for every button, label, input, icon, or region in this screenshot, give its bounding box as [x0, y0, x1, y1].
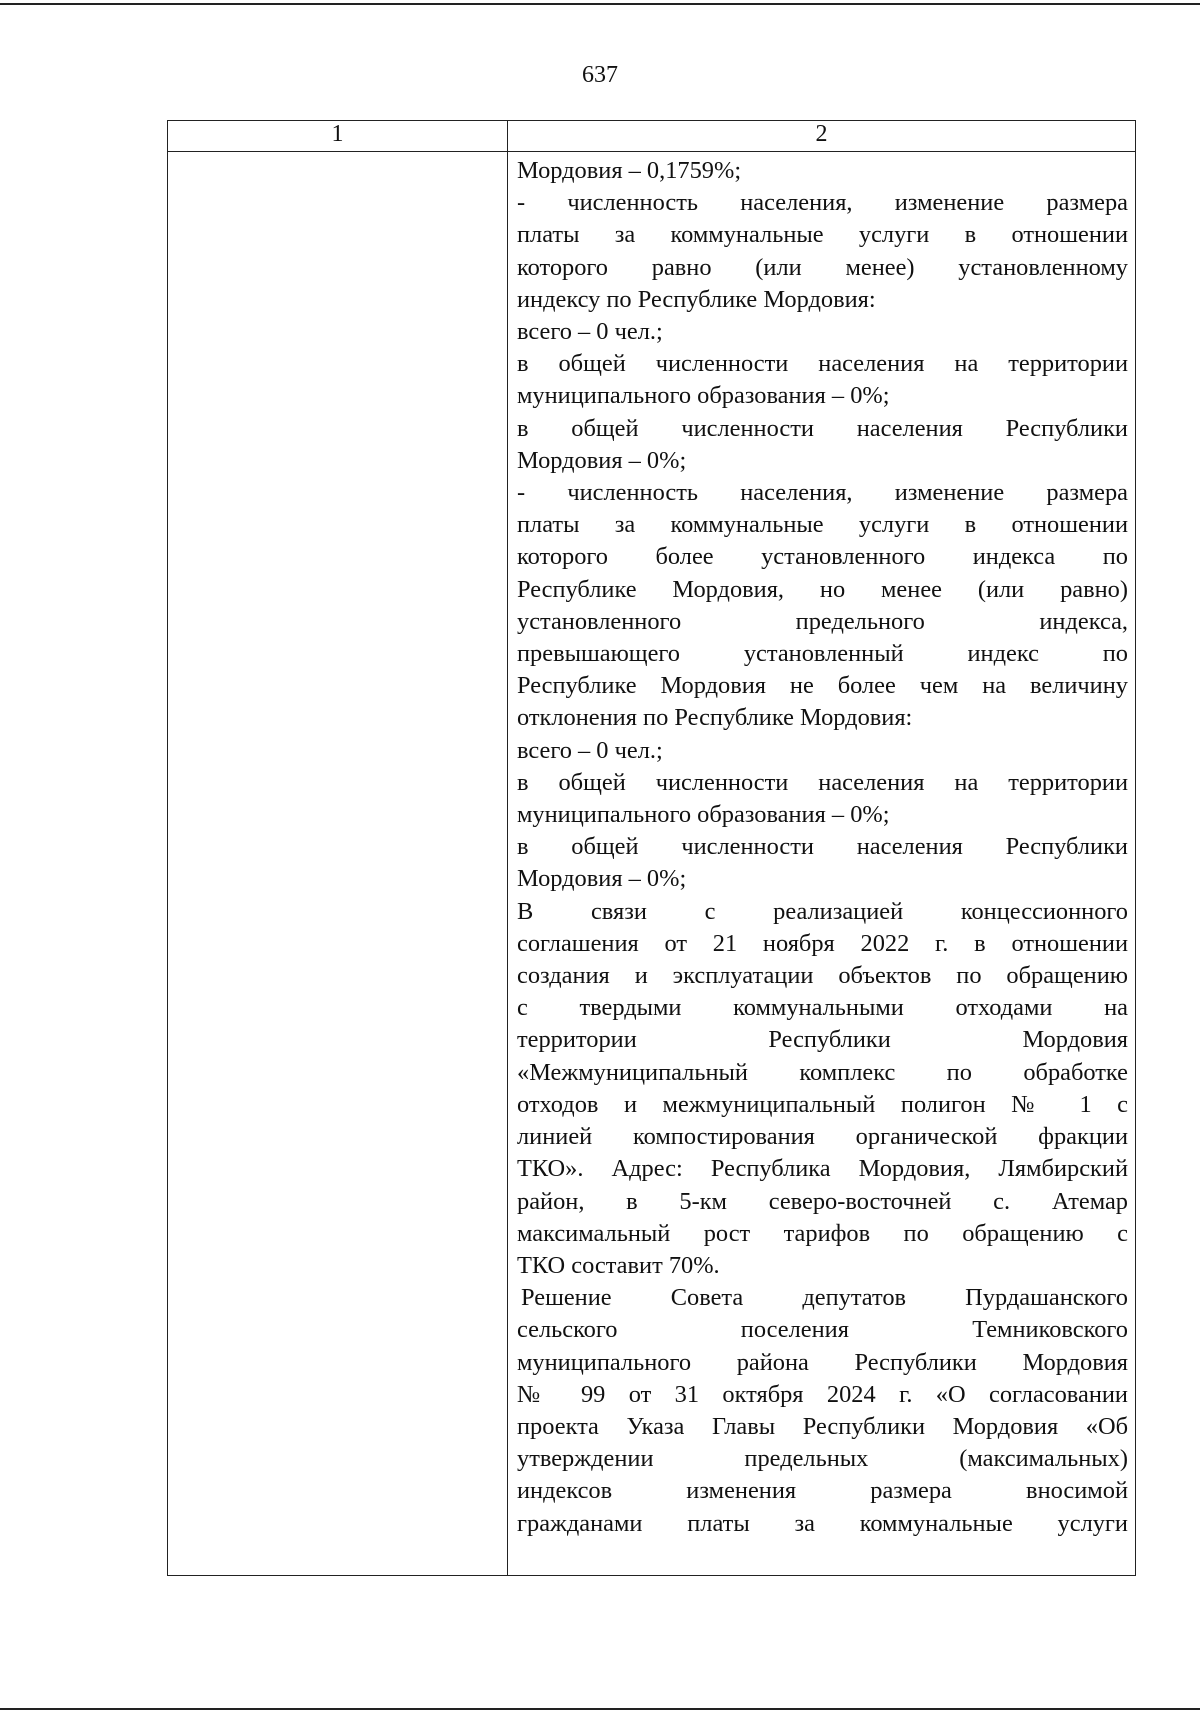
- text-line: в общей численности населения Республики: [517, 833, 1128, 861]
- text-line: платы за коммунальные услуги в отношении: [517, 511, 1128, 539]
- text-line: ТКО составит 70%.: [517, 1251, 720, 1279]
- text-line: - численность населения, изменение размера: [517, 479, 1128, 507]
- text-line: район, в 5-км северо-восточней с. Атемар: [517, 1187, 1128, 1215]
- text-line: соглашения от 21 ноября 2022 г. в отношении: [517, 929, 1128, 957]
- text-line: с твердыми коммунальными отходами на: [517, 994, 1128, 1022]
- text-line: проекта Указа Главы Республики Мордовия «Об: [517, 1412, 1128, 1440]
- text-line: сельского поселения Темниковского: [517, 1316, 1128, 1344]
- column-1-cell: [168, 152, 508, 1576]
- text-line: Мордовия – 0%;: [517, 865, 687, 893]
- text-line: Республике Мордовия не более чем на величину: [517, 672, 1128, 700]
- text-line: отходов и межмуниципальный полигон № 1 с: [517, 1090, 1128, 1118]
- text-line: - численность населения, изменение размера: [517, 189, 1128, 217]
- text-line: установленного предельного индекса,: [517, 607, 1128, 635]
- text-line: платы за коммунальные услуги в отношении: [517, 221, 1128, 249]
- text-line: максимальный рост тарифов по обращению с: [517, 1219, 1128, 1247]
- text-line: всего – 0 чел.;: [517, 736, 663, 764]
- page-number: 637: [582, 62, 618, 88]
- text-line: утверждении предельных (максимальных): [517, 1445, 1128, 1473]
- text-line: Мордовия – 0,1759%;: [517, 157, 742, 184]
- scan-top-border: [0, 3, 1200, 5]
- text-line: отклонения по Республике Мордовия:: [517, 704, 913, 732]
- text-line: ТКО». Адрес: Республика Мордовия, Лямбирский: [517, 1155, 1128, 1183]
- text-line: территории Республики Мордовия: [517, 1026, 1128, 1054]
- text-line: в общей численности населения на территории: [517, 768, 1128, 796]
- column-header-2: 2: [508, 121, 1136, 152]
- table-header-row: [168, 121, 1136, 152]
- text-line: индексу по Республике Мордовия:: [517, 285, 876, 313]
- text-line: Республике Мордовия, но менее (или равно): [517, 575, 1128, 603]
- scan-bottom-border: [0, 1708, 1200, 1710]
- text-line: муниципального образования – 0%;: [517, 801, 890, 829]
- text-line: муниципального района Республики Мордовия: [517, 1348, 1128, 1376]
- text-line: в общей численности населения Республики: [517, 414, 1128, 442]
- text-line: Решение Совета депутатов Пурдашанского: [521, 1284, 1128, 1312]
- column-2-text: [517, 155, 1128, 1540]
- text-line: № 99 от 31 октября 2024 г. «О согласовании: [517, 1380, 1128, 1408]
- text-line: индексов изменения размера вносимой: [517, 1477, 1128, 1505]
- text-line: линией компостирования органической фракции: [517, 1123, 1128, 1151]
- text-line: превышающего установленный индекс по: [517, 640, 1128, 668]
- text-line: Мордовия – 0%;: [517, 446, 687, 474]
- column-2-cell: [508, 152, 1136, 1576]
- column-header-1: 1: [168, 121, 508, 152]
- text-line: которого равно (или менее) установленному: [517, 253, 1128, 281]
- text-line: гражданами платы за коммунальные услуги: [517, 1509, 1128, 1537]
- text-line: которого более установленного индекса по: [517, 543, 1128, 571]
- document-table: [167, 120, 1136, 1576]
- table-row: [168, 152, 1136, 1576]
- text-line: «Межмуниципальный комплекс по обработке: [517, 1058, 1128, 1086]
- text-line: создания и эксплуатации объектов по обращению: [517, 962, 1128, 990]
- text-line: В связи с реализацией концессионного: [517, 897, 1128, 925]
- text-line: в общей численности населения на территории: [517, 350, 1128, 378]
- text-line: муниципального образования – 0%;: [517, 382, 890, 410]
- text-line: всего – 0 чел.;: [517, 318, 663, 346]
